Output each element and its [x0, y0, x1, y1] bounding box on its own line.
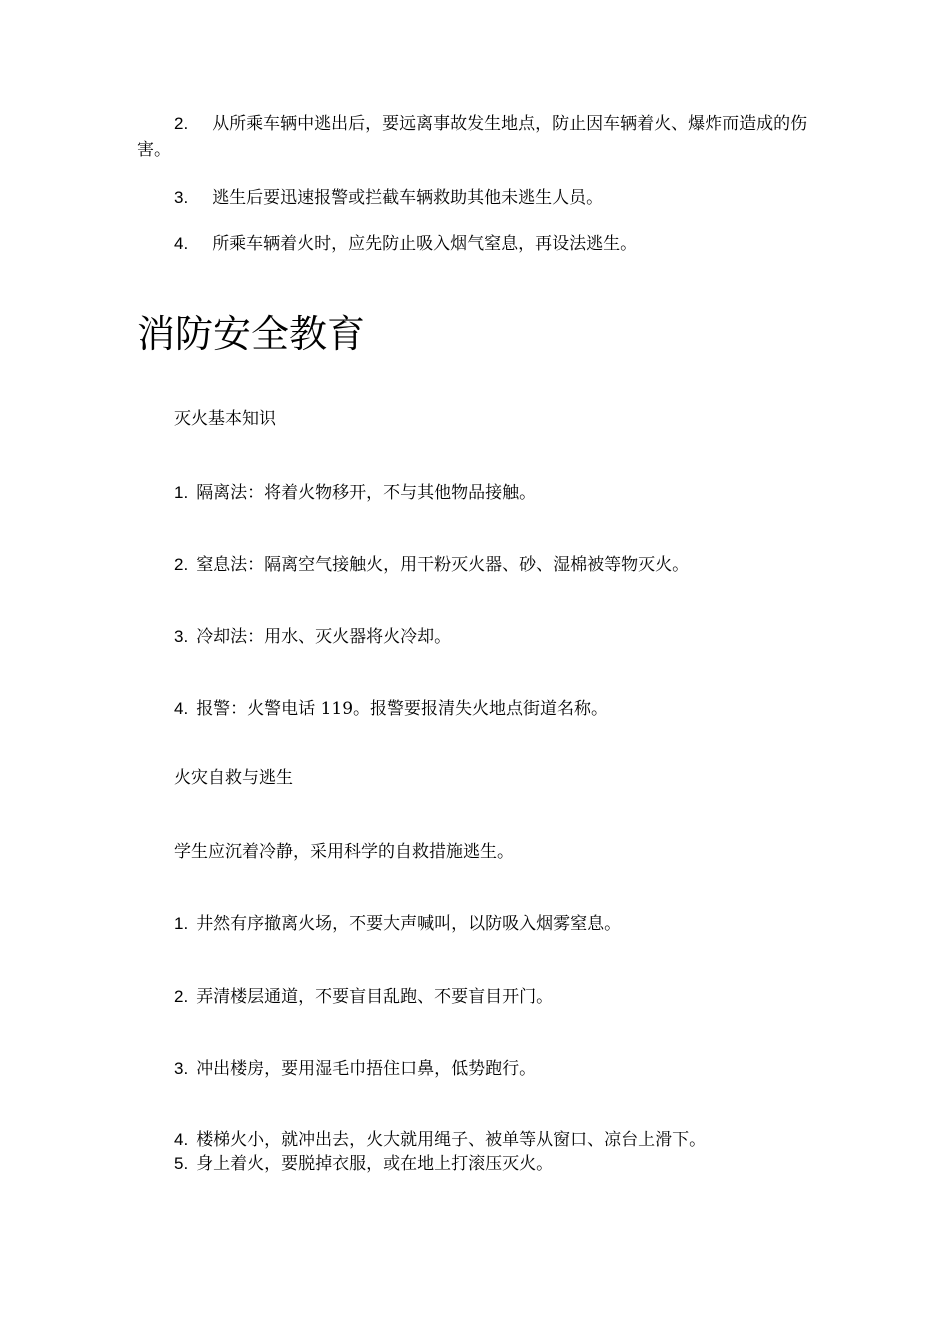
- list-item: [174, 186, 603, 210]
- subsection-title: 火灾自救与逃生: [174, 768, 293, 788]
- list-item: [174, 1128, 706, 1152]
- list-item-number: 3.: [174, 1059, 189, 1078]
- list-item-text: 逃生后要迅速报警或拦截车辆救助其他未逃生人员。: [212, 188, 604, 208]
- list-item: [174, 553, 689, 577]
- list-item-text: 隔离法：将着火物移开，不与其他物品接触。: [196, 483, 537, 503]
- list-item-number: 3.: [174, 627, 189, 646]
- list-item-text: 冷却法：用水、灭火器将火冷却。: [196, 627, 452, 647]
- list-item-text: 楼梯火小，就冲出去，火大就用绳子、被单等从窗口、凉台上滑下。: [196, 1130, 707, 1150]
- section-heading: 消防安全教育: [137, 312, 366, 356]
- list-item-number: 4.: [174, 1130, 189, 1149]
- list-item: [174, 985, 553, 1009]
- list-item-text: 窒息法：隔离空气接触火，用干粉灭火器、砂、湿棉被等物灭火。: [196, 555, 690, 575]
- list-item: [174, 625, 451, 649]
- list-item-text: 井然有序撤离火场，不要大声喊叫，以防吸入烟雾窒息。: [196, 914, 622, 934]
- list-item-number: 3.: [174, 188, 189, 207]
- intro-paragraph: 学生应沉着冷静，采用科学的自救措施逃生。: [174, 842, 514, 862]
- list-item: [174, 1057, 536, 1081]
- list-item-text: 报警：火警电话 119。报警要报清失火地点街道名称。: [196, 699, 609, 719]
- list-item-number: 4.: [174, 234, 189, 253]
- list-item: [174, 912, 621, 936]
- list-item-text: 身上着火，要脱掉衣服，或在地上打滚压灭火。: [196, 1154, 554, 1174]
- list-item-number: 2.: [174, 987, 189, 1006]
- list-item-number: 2.: [174, 555, 189, 574]
- list-item: [174, 481, 536, 505]
- list-item: [174, 232, 637, 256]
- list-item-text: 弄清楼层通道，不要盲目乱跑、不要盲目开门。: [196, 987, 554, 1007]
- list-item-text: 所乘车辆着火时，应先防止吸入烟气窒息，再设法逃生。: [212, 234, 638, 254]
- list-item-number: 2.: [174, 114, 189, 133]
- list-item-number: 1.: [174, 914, 189, 933]
- list-item-number: 4.: [174, 699, 189, 718]
- list-item-text: 冲出楼房，要用湿毛巾捂住口鼻，低势跑行。: [196, 1059, 537, 1079]
- subsection-title: 灭火基本知识: [174, 409, 276, 429]
- list-item-number: 1.: [174, 483, 189, 502]
- list-item: [174, 1152, 553, 1176]
- list-item-text: 从所乘车辆中逃出后，要远离事故发生地点，防止因车辆着火、爆炸而造成的伤害。: [137, 114, 808, 160]
- list-item-number: 5.: [174, 1154, 189, 1173]
- list-item: [137, 111, 817, 163]
- list-item: [174, 697, 608, 721]
